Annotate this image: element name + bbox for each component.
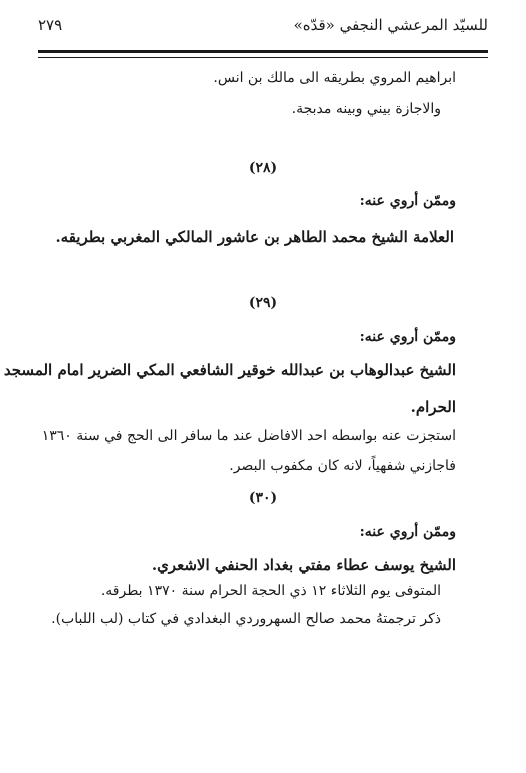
entry-name-continued: الحرام.	[410, 398, 456, 416]
entry-intro: وممّن أروي عنه:	[359, 193, 456, 209]
page-number: ٢٧٩	[38, 16, 63, 34]
running-head	[38, 16, 488, 40]
header-rule-thick	[38, 50, 488, 53]
entry-name: الشيخ يوسف عطاء مفتي بغداد الحنفي الاشعري.	[151, 556, 456, 574]
entry-note: المتوفى يوم الثلاثاء ١٢ ذي الحجة الحرام سنة ١٣٧٠ بطرقه.	[100, 583, 441, 599]
entry-note: ذكر ترجمتهُ محمد صالح السهروردي البغدادي في كتاب (لب اللباب).	[51, 611, 441, 627]
entry-intro: وممّن أروي عنه:	[359, 524, 456, 540]
text-line: والاجازة بيني وبينه مدبجة.	[291, 101, 441, 117]
entry-note: استجزت عنه بواسطه احد الافاضل عند ما سافر الى الحج في سنة ١٣٦٠	[41, 428, 456, 444]
entry-name: الشيخ عبدالوهاب بن عبدالله خوقير الشافعي المكي الضرير امام المسجد	[3, 361, 456, 379]
entry-note: فاجازني شفهياً، لانه كان مكفوب البصر.	[229, 458, 456, 474]
entry-number: (٢٩)	[248, 295, 278, 311]
entry-number: (٢٨)	[248, 160, 278, 176]
text-line: ابراهيم المروي بطريقه الى مالك بن انس.	[213, 70, 456, 86]
running-title: للسيّد المرعشي النجفي «قدّه»	[293, 16, 488, 34]
header-rule-thin	[38, 57, 488, 58]
entry-name: العلامة الشيخ محمد الطاهر بن عاشور المالكي المغربي بطريقه.	[55, 228, 454, 246]
entry-intro: وممّن أروي عنه:	[359, 329, 456, 345]
entry-number: (٣٠)	[248, 490, 278, 506]
